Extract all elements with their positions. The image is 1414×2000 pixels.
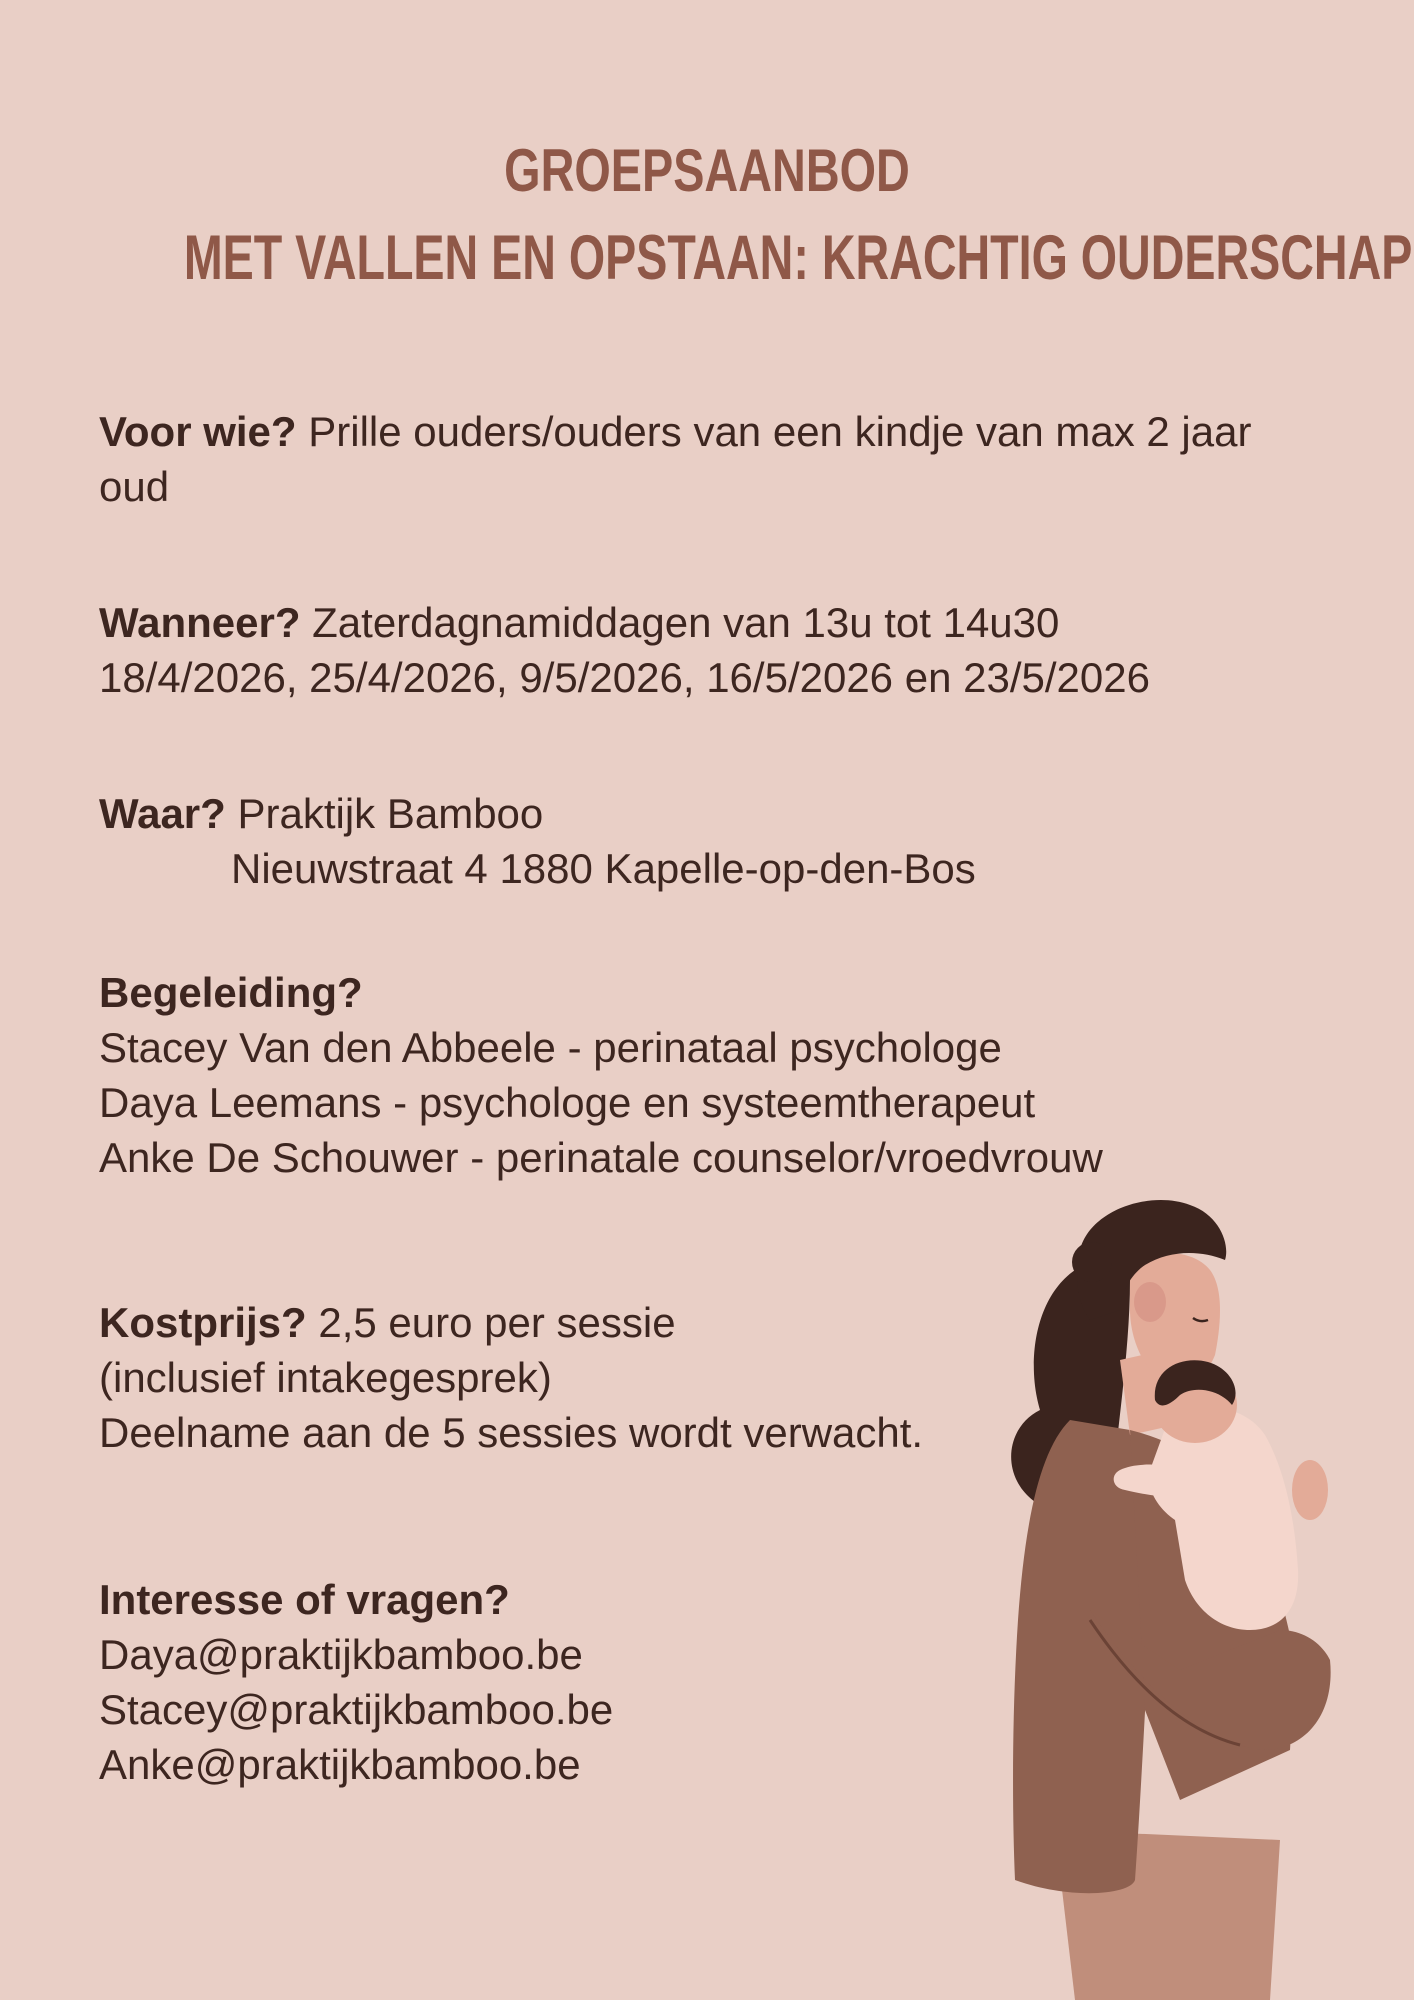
who-label: Voor wie? — [99, 408, 297, 455]
when-section — [99, 595, 1339, 705]
guidance-section — [99, 965, 1339, 1185]
guidance-person: Anke De Schouwer - perinatale counselor/vroedvrouw — [99, 1134, 1103, 1181]
cost-requirement: Deelname aan de 5 sessies wordt verwacht. — [99, 1409, 924, 1456]
guidance-person: Daya Leemans - psychologe en systeemtherapeut — [99, 1079, 1036, 1126]
when-text: Zaterdagnamiddagen van 13u tot 14u30 — [300, 599, 1060, 646]
where-section — [99, 786, 1339, 896]
contact-label: Interesse of vragen? — [99, 1576, 510, 1623]
guidance-person: Stacey Van den Abbeele - perinataal psychologe — [99, 1024, 1002, 1071]
when-dates: 18/4/2026, 25/4/2026, 9/5/2026, 16/5/2026 en 23/5/2026 — [99, 654, 1150, 701]
where-address: Nieuwstraat 4 1880 Kapelle-op-den-Bos — [231, 845, 976, 892]
guidance-label: Begeleiding? — [99, 969, 363, 1016]
where-label: Waar? — [99, 790, 226, 837]
who-text: Prille ouders/ouders van een kindje van max 2 jaar — [296, 408, 1252, 455]
where-name: Praktijk Bamboo — [225, 790, 544, 837]
cost-price: 2,5 euro per sessie — [306, 1299, 676, 1346]
mother-holding-baby-icon — [980, 1190, 1360, 2000]
when-label: Wanneer? — [99, 599, 301, 646]
contact-email-daya[interactable]: Daya@praktijkbamboo.be — [99, 1631, 583, 1678]
contact-email-stacey[interactable]: Stacey@praktijkbamboo.be — [99, 1686, 614, 1733]
who-section — [99, 404, 1339, 514]
page-title-line-2: MET VALLEN EN OPSTAAN: KRACHTIG OUDERSCHAP — [183, 223, 1413, 293]
who-text-continued: oud — [99, 463, 170, 510]
cost-note: (inclusief intakegesprek) — [99, 1354, 552, 1401]
page-title-line-1: GROEPSAANBOD — [504, 137, 910, 204]
cost-label: Kostprijs? — [99, 1299, 307, 1346]
contact-email-anke[interactable]: Anke@praktijkbamboo.be — [99, 1741, 581, 1788]
